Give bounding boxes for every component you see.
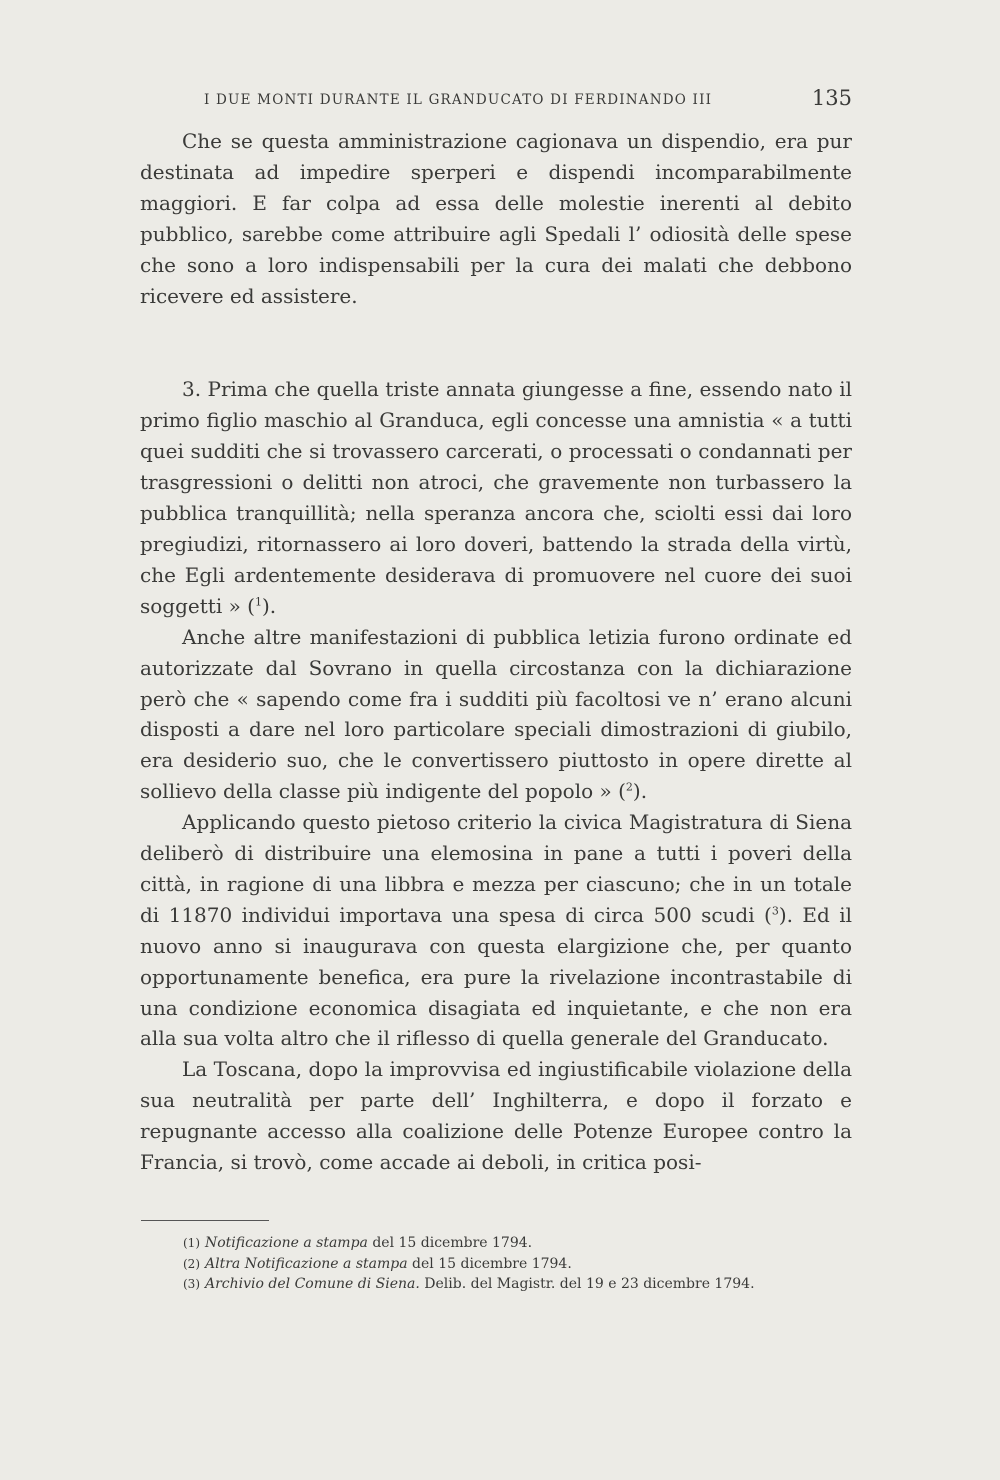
footnote-ref: 2 — [625, 780, 633, 794]
page-number: 135 — [811, 86, 852, 110]
paragraph: Anche altre manifestazioni di pubblica letizia furono ordinate ed autorizzate dal Sovrano in quella circostanza con la dichiarazione però che « sapendo come fra i sudditi più facoltosi ve n’ erano alcuni disposti a dare nel loro particolare speciali dimostrazioni di giubilo, era desiderio suo, che le convertissero piuttosto in opere dirette al sollievo della classe più indigente del popolo » ($^2$). — [140, 624, 852, 804]
footnote: (1) Notificazione a stampa del 15 dicembre 1794. — [183, 1235, 533, 1251]
footnote: (2) Altra Notificazione a stampa del 15 dicembre 1794. — [183, 1255, 572, 1272]
body-text — [140, 126, 852, 1178]
running-title: I DUE MONTI DURANTE IL GRANDUCATO DI FERDINANDO III — [204, 92, 713, 108]
paragraph: Applicando questo pietoso criterio la civica Magistratura di Siena deliberò di distribuire una elemosina in pane a tutti i poveri della città, in ragione di una libbra e mezza per ciascuno; che in un totale di 11870 individui importava una spesa di circa 500 scudi ($^3$). Ed il nuovo anno si inaugurava con questa elargizione che, per quanto opportunamente benefica, era pure la rivelazione incontrastabile di una condizione economica disagiata ed inquietante, e che non era alla sua volta altro che il riflesso di quella generale del Granducato. — [140, 810, 852, 1051]
footnote-ref: 1 — [254, 595, 262, 609]
paragraph: Che se questa amministrazione cagionava un dispendio, era pur destinata ad impedire sperperi e dispendi incomparabilmente maggiori. E far colpa ad essa delle molestie inerenti al debito pubblico, sarebbe come attribuire agli Spedali l’ odiosità delle spese che sono a loro indispensabili per la cura dei malati che debbono ricevere ed assistere. — [140, 129, 852, 308]
paragraph: 3. Prima che quella triste annata giungesse a fine, essendo nato il primo figlio maschio al Granduca, egli concesse una amnistia « a tutti quei sudditi che si trovassero carcerati, o processati o condannati per trasgressioni o delitti non atroci, che gravemente non turbassero la pubblica tranquillità; nella speranza ancora che, sciolti essi dai loro pregiudizi, ritornassero ai loro doveri, battendo la strada della virtù, che Egli ardentemente desiderava di promuovere nel cuore dei suoi soggetti » ($^1$). — [140, 377, 852, 618]
paragraph: La Toscana, dopo la improvvisa ed ingiustificabile violazione della sua neutralità per parte dell’ Inghilterra, e dopo il forzato e repugnante accesso alla coalizione delle Potenze Europee contro la Francia, si trovò, come accade ai deboli, in critica posi- — [140, 1057, 852, 1175]
footnote-rule — [141, 1220, 269, 1221]
footnote: (3) Archivio del Comune di Siena. Delib. del Magistr. del 19 e 23 dicembre 1794. — [183, 1276, 755, 1292]
footnote-ref: 3 — [771, 904, 779, 918]
footnotes — [183, 1233, 863, 1295]
